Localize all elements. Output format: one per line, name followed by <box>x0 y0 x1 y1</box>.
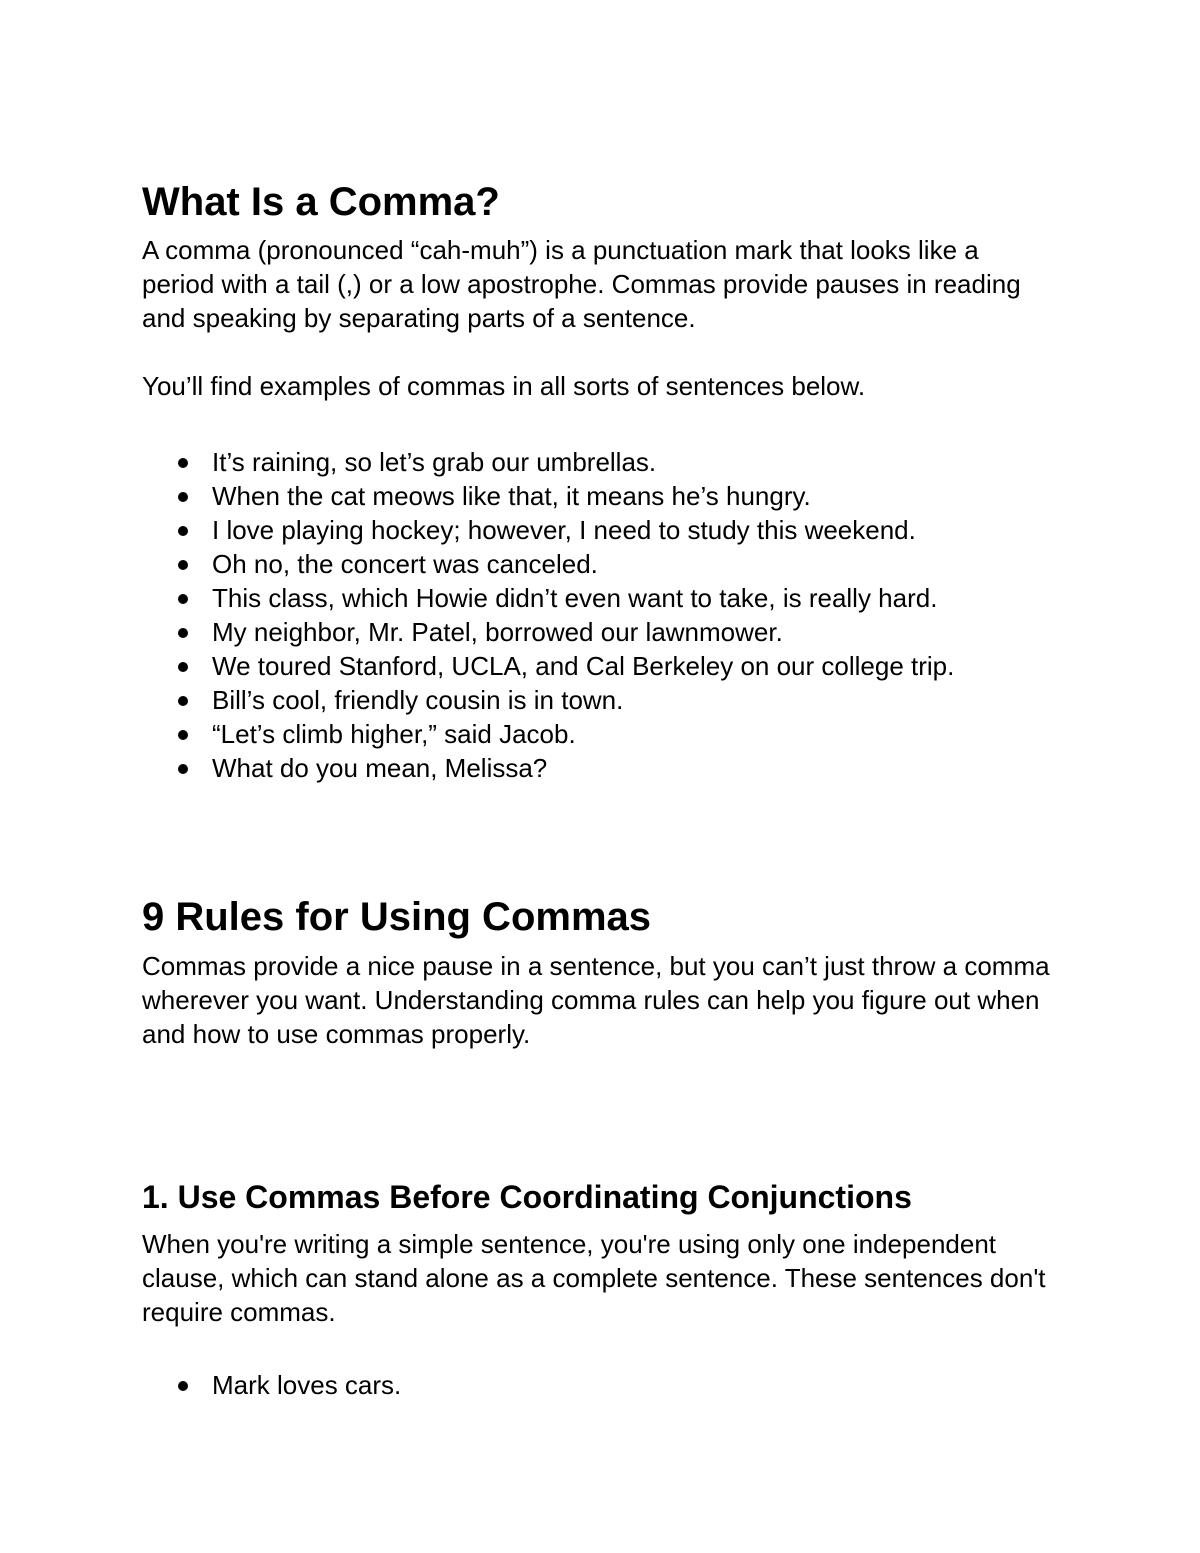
list-item: I love playing hockey; however, I need to study this weekend. <box>178 513 954 547</box>
bullet-icon <box>178 526 188 536</box>
list-item: Oh no, the concert was canceled. <box>178 547 954 581</box>
list-item: “Let’s climb higher,” said Jacob. <box>178 717 954 751</box>
bullet-icon <box>178 730 188 740</box>
heading-rule-1: 1. Use Commas Before Coordinating Conjunctions <box>142 1179 912 1215</box>
bullet-icon <box>178 662 188 672</box>
bullet-icon <box>178 764 188 774</box>
bullet-icon <box>178 1381 188 1391</box>
list-item: We toured Stanford, UCLA, and Cal Berkeley on our college trip. <box>178 649 954 683</box>
bullet-icon <box>178 628 188 638</box>
list-item: When the cat meows like that, it means he’s hungry. <box>178 479 954 513</box>
bullet-icon <box>178 458 188 468</box>
bullet-icon <box>178 594 188 604</box>
list-item: This class, which Howie didn’t even want to take, is really hard. <box>178 581 954 615</box>
list-item: Bill’s cool, friendly cousin is in town. <box>178 683 954 717</box>
examples-lead-paragraph: You’ll find examples of commas in all sorts of sentences below. <box>142 371 866 401</box>
rule-1-examples-list <box>178 1368 401 1402</box>
heading-nine-rules: 9 Rules for Using Commas <box>142 895 652 939</box>
bullet-icon <box>178 560 188 570</box>
rule-1-body-paragraph: When you're writing a simple sentence, you're using only one independent clause, which can stand alone as a complete sentence. These sentences don't require commas. <box>142 1229 1046 1327</box>
list-item: It’s raining, so let’s grab our umbrellas. <box>178 445 954 479</box>
list-item: My neighbor, Mr. Patel, borrowed our lawnmower. <box>178 615 954 649</box>
comma-examples-list <box>178 445 954 785</box>
list-item: Mark loves cars. <box>178 1368 401 1402</box>
bullet-icon <box>178 696 188 706</box>
rules-intro-paragraph: Commas provide a nice pause in a sentence, but you can’t just throw a comma wherever you want. Understanding comma rules can help you figure out when and how to use commas properly. <box>142 951 1050 1049</box>
bullet-icon <box>178 492 188 502</box>
list-item: What do you mean, Melissa? <box>178 751 954 785</box>
comma-definition-paragraph: A comma (pronounced “cah-muh”) is a punctuation mark that looks like a period with a tail (,) or a low apostrophe. Commas provide pauses in reading and speaking by separating parts of a sentence. <box>142 235 1021 333</box>
heading-what-is-a-comma: What Is a Comma? <box>142 180 500 224</box>
